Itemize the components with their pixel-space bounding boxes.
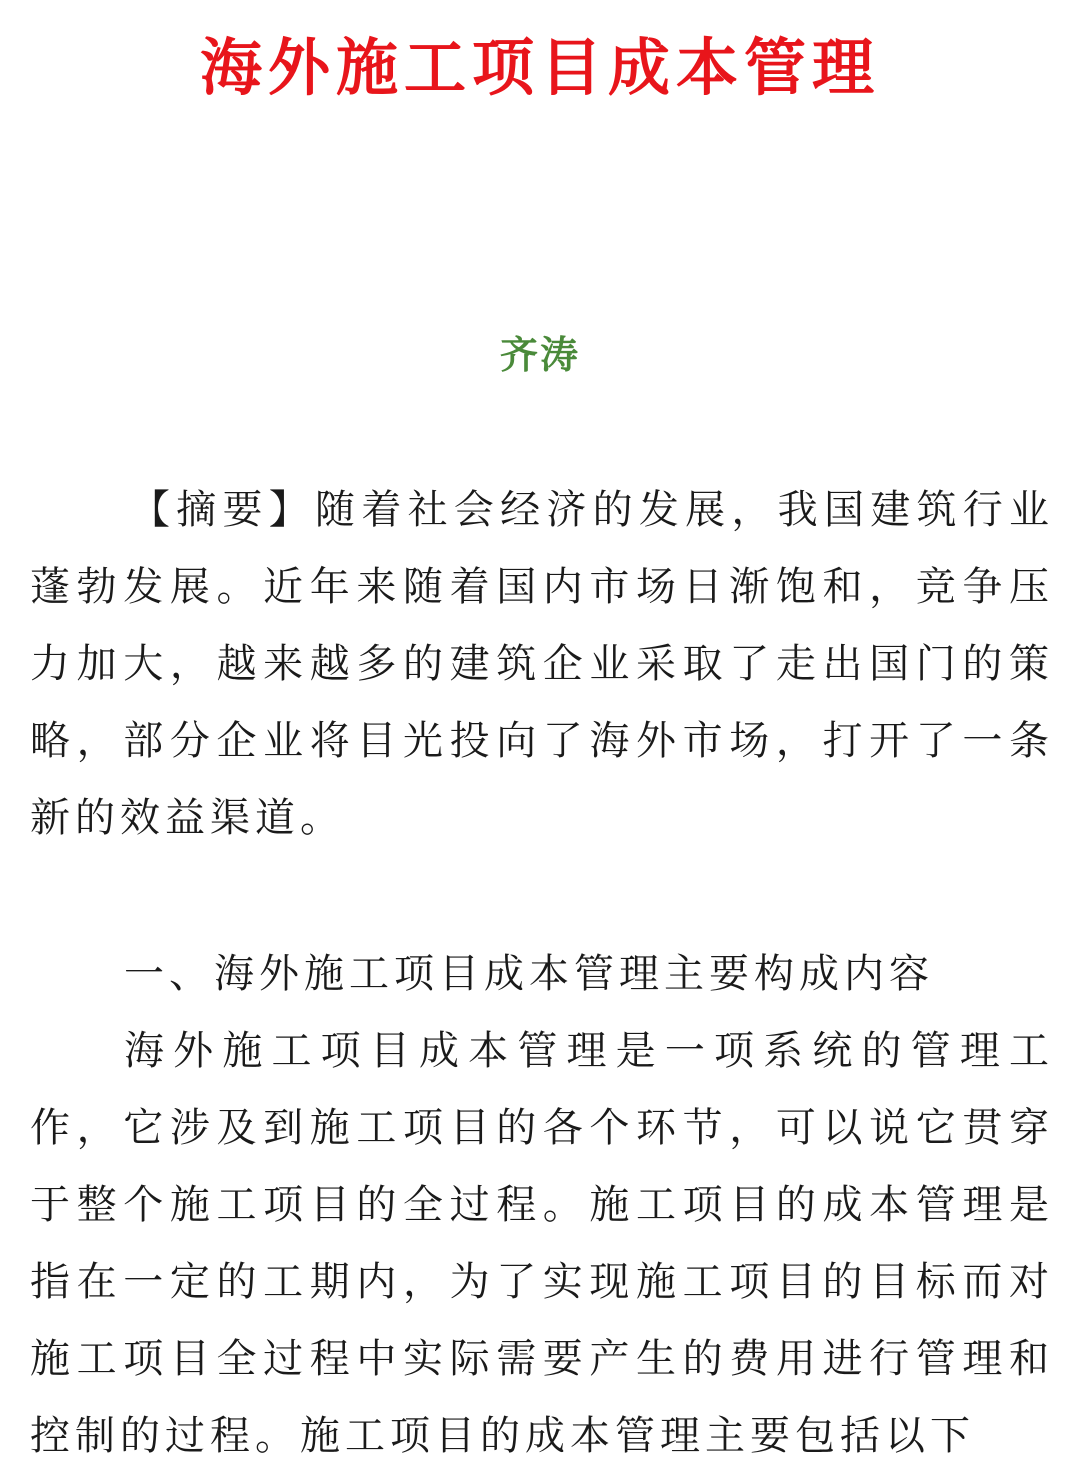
article-author: 齐涛 (499, 332, 580, 377)
section-heading: 一、海外施工项目成本管理主要构成内容 (124, 951, 934, 997)
article-title: 海外施工项目成本管理 (199, 31, 880, 104)
section-paragraph: 海外施工项目成本管理是一项系统的管理工作，它涉及到施工项目的各个环节，可以说它贯穿于整个施工项目的全过程。施工项目的成本管理是指在一定的工期内，为了实现施工项目的目标而对施工项目全过程中实际需要产生的费用进行管理和控制的过程。施工项目的成本管理主要包括以下 (30, 1028, 1054, 1459)
abstract-paragraph: 【摘要】随着社会经济的发展，我国建筑行业蓬勃发展。近年来随着国内市场日渐饱和，竞争压力加大，越来越多的建筑企业采取了走出国门的策略，部分企业将目光投向了海外市场，打开了一条新的效益渠道。 (30, 487, 1054, 841)
